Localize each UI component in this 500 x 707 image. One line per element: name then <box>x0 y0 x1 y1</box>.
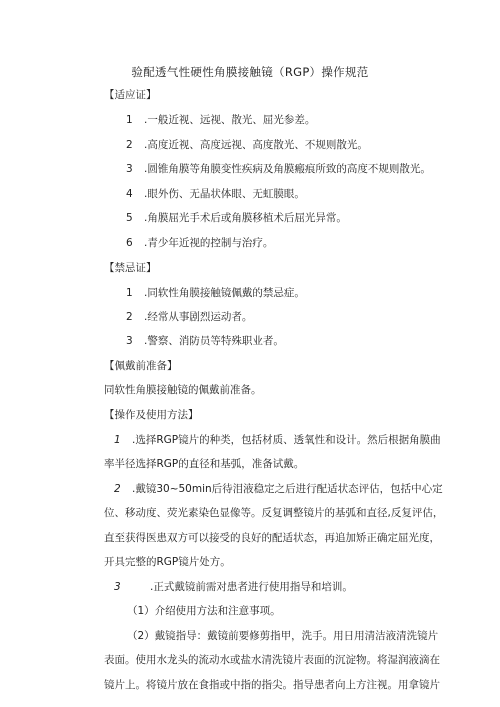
step-3-line <box>114 580 353 594</box>
indication-item <box>126 113 315 127</box>
contraindication-item <box>126 310 252 324</box>
indication-item <box>126 211 347 225</box>
step-1-line <box>114 433 441 447</box>
item-number: 3 <box>126 335 133 347</box>
indication-item <box>126 162 431 176</box>
contraindication-item <box>126 286 305 300</box>
indication-item <box>126 187 305 201</box>
indication-item <box>126 138 368 152</box>
step-number: 3 <box>114 581 121 593</box>
step-2-continuation: 开具完整的RGP镜片处方。 <box>104 556 231 568</box>
contraindications-heading: 【禁忌证】 <box>104 262 157 274</box>
sub-item-2-continuation: 镜片上。将镜片放在食指或中指的指尖。指导患者向上方注视。用拿镜片 <box>104 679 440 691</box>
step-1-continuation: 率半径选择RGP的直径和基弧，准备试戴。 <box>104 458 305 470</box>
item-number: 5 <box>126 212 133 224</box>
operation-heading: 【操作及使用方法】 <box>104 409 199 421</box>
step-2-continuation: 直至获得医患双方可以接受的良好的配适状态，再追加矫正确定屈光度， <box>104 532 440 544</box>
step-text: .正式戴镜前需对患者进行使用指导和培训。 <box>150 581 353 593</box>
item-text: .经常从事剧烈运动者。 <box>144 311 253 323</box>
indications-heading: 【适应证】 <box>104 89 157 101</box>
sub-item-2: （2）戴镜指导：戴镜前要修剪指甲，洗手。用日用清洁液清洗镜片 <box>127 630 439 642</box>
step-number: 1 <box>114 434 121 446</box>
item-text: .同软性角膜接触镜佩戴的禁忌症。 <box>144 287 305 299</box>
sub-item-1: （1）介绍使用方法和注意事项。 <box>127 605 281 617</box>
indication-item <box>126 236 273 250</box>
item-number: 4 <box>126 188 133 200</box>
step-2-continuation: 位、移动度、荧光素染色显像等。反复调整镜片的基弧和直径,反复评估， <box>104 507 444 519</box>
item-number: 1 <box>126 114 133 126</box>
document-title: 验配透气性硬性角膜接触镜（RGP）操作规范 <box>131 65 369 79</box>
item-number: 3 <box>126 163 133 175</box>
item-number: 2 <box>126 139 133 151</box>
item-text: .高度近视、高度远视、高度散光、不规则散光。 <box>144 139 368 151</box>
step-2-line <box>114 482 443 496</box>
step-text: .选择RGP镜片的种类，包括材质、透氧性和设计。然后根据角膜曲 <box>132 434 441 446</box>
item-text: .一般近视、远视、散光、屈光参差。 <box>144 114 316 126</box>
item-number: 1 <box>126 287 133 299</box>
sub-item-2-continuation: 表面。使用水龙头的流动水或盐水清洗镜片表面的沉淀物。将湿润液滴在 <box>104 654 440 666</box>
step-number: 2 <box>114 483 121 495</box>
item-text: .警察、消防员等特殊职业者。 <box>144 335 284 347</box>
item-text: .眼外伤、无晶状体眼、无虹膜眼。 <box>144 188 305 200</box>
item-number: 2 <box>126 311 133 323</box>
step-text: .戴镜30~50min后待泪液稳定之后进行配适状态评估，包括中心定 <box>132 483 443 495</box>
item-text: .青少年近视的控制与治疗。 <box>144 237 274 249</box>
item-text: .角膜屈光手术后或角膜移植术后屈光异常。 <box>144 212 347 224</box>
preparation-heading: 【佩戴前准备】 <box>104 360 178 372</box>
preparation-text: 同软性角膜接触镜的佩戴前准备。 <box>104 384 262 396</box>
item-text: .圆锥角膜等角膜变性疾病及角膜瘢痕所致的高度不规则散光。 <box>144 163 431 175</box>
item-number: 6 <box>126 237 133 249</box>
contraindication-item <box>126 334 284 348</box>
